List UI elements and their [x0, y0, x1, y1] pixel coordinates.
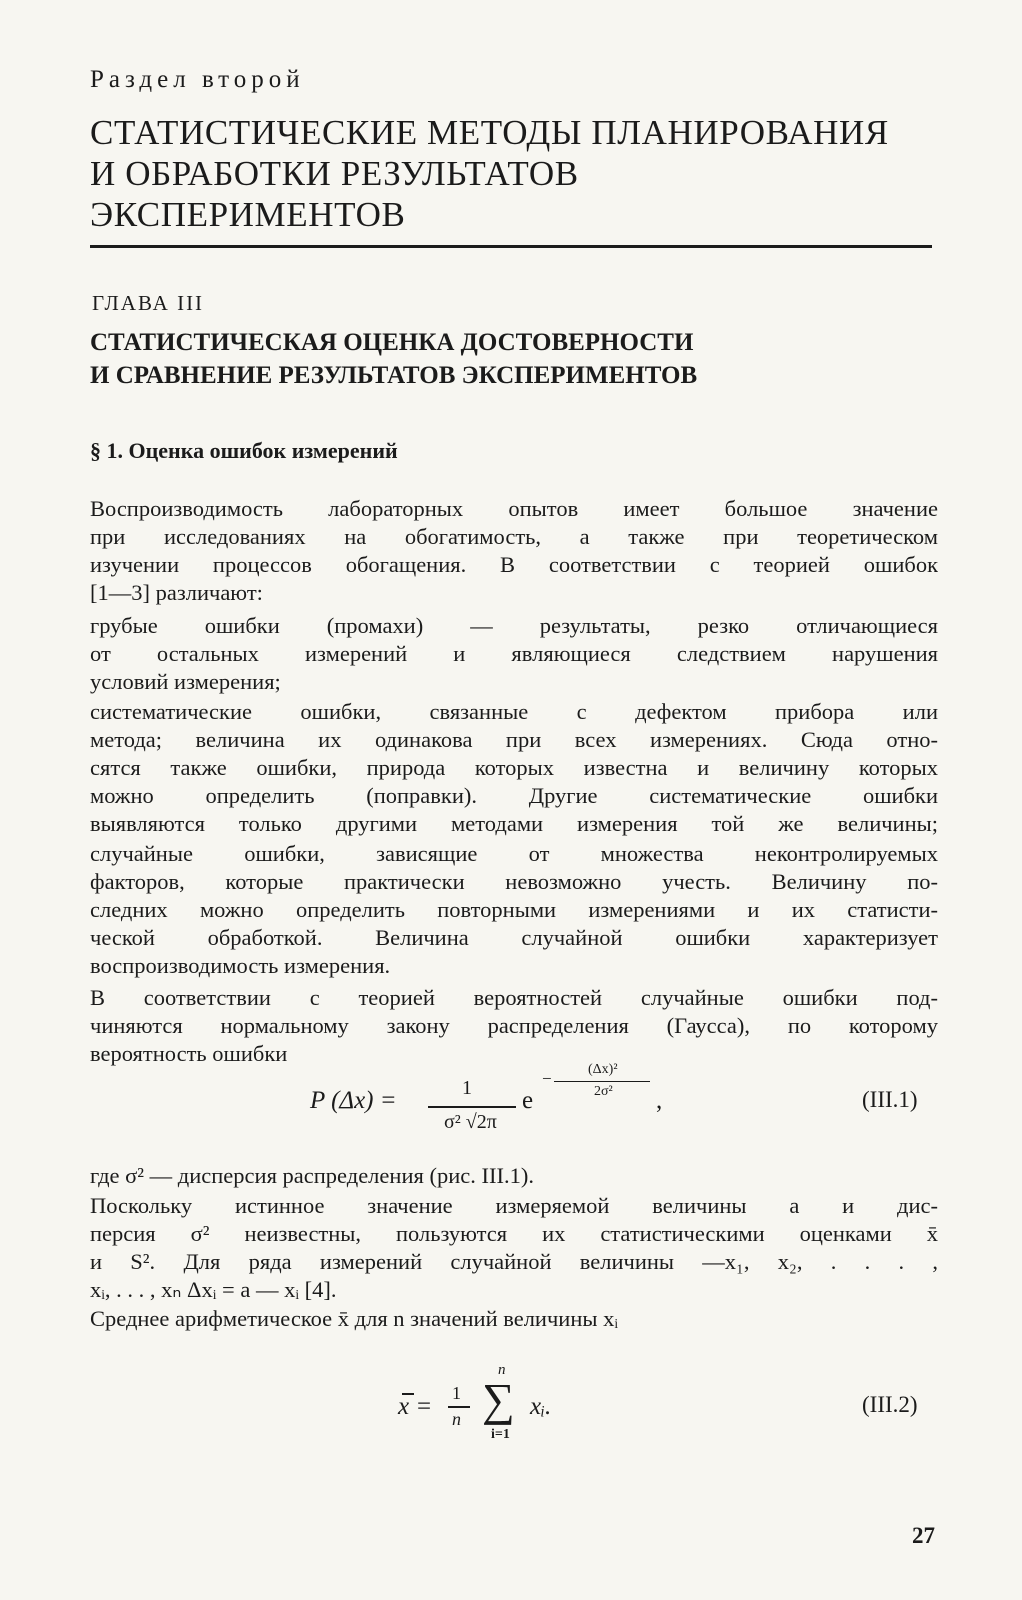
sum-upper-limit: n	[498, 1362, 506, 1378]
text-line: Среднее арифметическое x̄ для n значений величины xᵢ	[90, 1306, 619, 1331]
body-paragraph	[90, 495, 938, 607]
text-line: В соответствии с теорией вероятностей случайные ошибки под-	[90, 985, 938, 1010]
text-line: от остальных измерений и являющиеся следствием нарушения	[90, 641, 938, 666]
mean-formula	[398, 1362, 598, 1455]
section-title-line: И ОБРАБОТКИ РЕЗУЛЬТАТОВ	[90, 154, 579, 193]
chapter-label: ГЛАВА III	[92, 291, 205, 315]
text-line: воспроизводимость измерения.	[90, 953, 391, 978]
text-line: условий измерения;	[90, 669, 281, 694]
formula-lhs: x =	[398, 1393, 433, 1420]
text-line: факторов, которые практически невозможно учесть. Величину по-	[90, 869, 938, 894]
exponent-denominator: 2σ²	[594, 1084, 613, 1099]
section-divider	[90, 245, 932, 248]
text-line: систематические ошибки, связанные с дефектом прибора или	[90, 699, 938, 724]
text-line: [1—3] различают:	[90, 580, 263, 605]
text-line: Воспроизводимость лабораторных опытов имеет большое значение	[90, 496, 938, 521]
text-line: xᵢ, . . . , xₙ Δxᵢ = a — xᵢ [4].	[90, 1277, 337, 1302]
text-line: грубые ошибки (промахи) — результаты, резко отличающиеся	[90, 613, 938, 638]
paragraph-heading: § 1. Оценка ошибок измерений	[90, 438, 398, 463]
section-title-line: СТАТИСТИЧЕСКИЕ МЕТОДЫ ПЛАНИРОВАНИЯ	[90, 113, 889, 152]
body-paragraph	[90, 840, 938, 980]
exponent-numerator: (Δx)²	[588, 1062, 618, 1077]
formula-comma: ,	[656, 1087, 663, 1114]
chapter-title-line: СТАТИСТИЧЕСКАЯ ОЦЕНКА ДОСТОВЕРНОСТИ	[90, 329, 694, 356]
sum-sign: ∑	[482, 1374, 515, 1425]
text-line: метода; величина их одинакова при всех измерениях. Сюда отно-	[90, 727, 938, 752]
sum-term: xᵢ.	[530, 1393, 552, 1420]
chapter-title	[90, 326, 950, 392]
formula-lhs: P (Δx) =	[310, 1087, 397, 1114]
section-label: Раздел второй	[90, 66, 305, 93]
text-line: при исследованиях на обогатимость, а также при теоретическом	[90, 524, 938, 549]
formula-numerator: 1	[452, 1383, 461, 1403]
body-paragraph	[90, 1192, 938, 1304]
section-title-line: ЭКСПЕРИМЕНТОВ	[90, 195, 406, 234]
text-line: вероятность ошибки	[90, 1041, 288, 1066]
body-paragraph	[90, 1162, 938, 1190]
text-line: следних можно определить повторными измерениями и их статисти-	[90, 897, 938, 922]
equation-number: (III.2)	[862, 1392, 918, 1417]
body-paragraph	[90, 612, 938, 696]
body-paragraph	[90, 1305, 938, 1333]
text-line: чиняются нормальному закону распределения (Гаусса), по которому	[90, 1013, 938, 1038]
fraction-bar	[428, 1106, 516, 1108]
text-line: где σ² — дисперсия распределения (рис. III.1).	[90, 1163, 534, 1188]
text-line: персия σ² неизвестны, пользуются их статистическими оценками x̄	[90, 1221, 938, 1246]
text-line: случайные ошибки, зависящие от множества неконтролируемых	[90, 841, 938, 866]
fraction-bar	[448, 1406, 470, 1408]
body-paragraph	[90, 984, 938, 1068]
text-line: Поскольку истинное значение измеряемой величины a и дис-	[90, 1193, 938, 1218]
body-paragraph	[90, 698, 938, 838]
text-line: выявляются только другими методами измерения той же величины;	[90, 811, 938, 836]
formula-numerator: 1	[462, 1077, 472, 1099]
text-line: сятся также ошибки, природа которых известна и величину которых	[90, 755, 938, 780]
chapter-title-line: И СРАВНЕНИЕ РЕЗУЛЬТАТОВ ЭКСПЕРИМЕНТОВ	[90, 362, 698, 389]
equation-number: (III.1)	[862, 1087, 918, 1112]
text-line: можно определить (поправки). Другие систематические ошибки	[90, 783, 938, 808]
formula-denominator: σ² √2π	[444, 1111, 497, 1133]
section-title	[90, 112, 970, 235]
text-line: ческой обработкой. Величина случайной ошибки характеризует	[90, 925, 938, 950]
exponent-minus: −	[542, 1069, 552, 1088]
formula-exponent-base: e	[522, 1087, 534, 1114]
text-line: изучении процессов обогащения. В соответствии с теорией ошибок	[90, 552, 938, 577]
exponent-fraction-bar	[554, 1081, 650, 1082]
formula-denominator: n	[452, 1409, 461, 1429]
sum-lower-limit: i=1	[491, 1427, 510, 1442]
page-number: 27	[912, 1523, 935, 1548]
gauss-formula	[310, 1062, 670, 1145]
text-line: и S². Для ряда измерений случайной величины —x₁, x₂, . . . ,	[90, 1249, 938, 1274]
